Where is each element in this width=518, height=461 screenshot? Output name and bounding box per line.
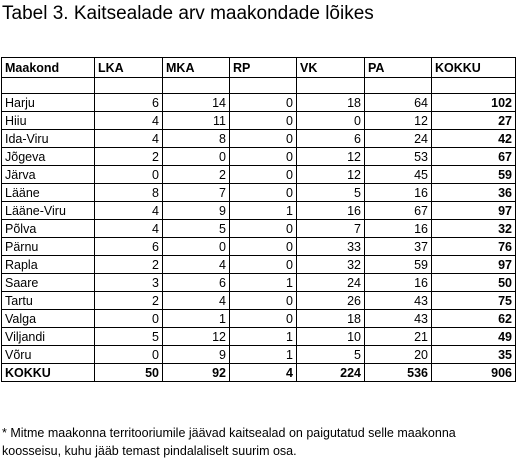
- cell-mka: 12: [163, 328, 230, 346]
- cell-total: 102: [432, 94, 516, 112]
- cell-rp: 1: [230, 346, 297, 364]
- table-title: Tabel 3. Kaitsealade arv maakondade lõikes: [2, 3, 374, 24]
- cell-rp: 0: [230, 184, 297, 202]
- cell-rp: 1: [230, 202, 297, 220]
- county-name-cell: Tartu: [2, 292, 95, 310]
- cell-mka: 2: [163, 166, 230, 184]
- cell-mka: 5: [163, 220, 230, 238]
- county-name-cell: Viljandi: [2, 328, 95, 346]
- cell-pa: 37: [365, 238, 432, 256]
- cell-mka: 1: [163, 310, 230, 328]
- table-row: [2, 310, 516, 328]
- cell-pa: 24: [365, 130, 432, 148]
- cell-total: 49: [432, 328, 516, 346]
- cell-lka: 2: [95, 256, 163, 274]
- county-name-cell: Järva: [2, 166, 95, 184]
- footnote: * Mitme maakonna territooriumile jäävad kaitsealad on paigutatud selle maakonna koosseisu, kuhu jääb temast pindalaliselt suurim osa.: [2, 426, 456, 458]
- cell-pa: 45: [365, 166, 432, 184]
- column-header-county: Maakond: [2, 58, 95, 78]
- table-row: [2, 274, 516, 292]
- cell-total: 59: [432, 166, 516, 184]
- cell-total: 35: [432, 346, 516, 364]
- cell-mka: 9: [163, 346, 230, 364]
- cell-mka: 8: [163, 130, 230, 148]
- table-row: [2, 346, 516, 364]
- column-header-pa: PA: [365, 58, 432, 78]
- cell-mka: 4: [163, 256, 230, 274]
- cell-rp: 0: [230, 130, 297, 148]
- protected-areas-table: [1, 57, 516, 382]
- county-name-cell: Harju: [2, 94, 95, 112]
- table-row: [2, 256, 516, 274]
- cell-rp: 0: [230, 94, 297, 112]
- table-row: [2, 94, 516, 112]
- cell-total: 62: [432, 310, 516, 328]
- cell-vk: 0: [297, 112, 365, 130]
- cell-total: 27: [432, 112, 516, 130]
- cell-vk: 6: [297, 130, 365, 148]
- cell-rp: 0: [230, 148, 297, 166]
- county-name-cell: Hiiu: [2, 112, 95, 130]
- cell-lka: 0: [95, 310, 163, 328]
- cell-total: 76: [432, 238, 516, 256]
- cell-mka: 9: [163, 202, 230, 220]
- cell-vk: 33: [297, 238, 365, 256]
- cell-lka: 0: [95, 346, 163, 364]
- cell-rp: 0: [230, 238, 297, 256]
- cell-mka: 14: [163, 94, 230, 112]
- total-pa: 536: [365, 364, 432, 382]
- cell-pa: 67: [365, 202, 432, 220]
- column-header-rp: RP: [230, 58, 297, 78]
- cell-mka: 0: [163, 148, 230, 166]
- table-row: [2, 328, 516, 346]
- cell-lka: 6: [95, 94, 163, 112]
- column-header-vk: VK: [297, 58, 365, 78]
- table-row: [2, 238, 516, 256]
- cell-total: 42: [432, 130, 516, 148]
- cell-vk: 5: [297, 346, 365, 364]
- county-name-cell: Jõgeva: [2, 148, 95, 166]
- cell-lka: 6: [95, 238, 163, 256]
- cell-mka: 7: [163, 184, 230, 202]
- county-name-cell: Valga: [2, 310, 95, 328]
- cell-pa: 53: [365, 148, 432, 166]
- table-row: [2, 166, 516, 184]
- table-row: [2, 184, 516, 202]
- column-header-mka: MKA: [163, 58, 230, 78]
- cell-rp: 0: [230, 256, 297, 274]
- cell-total: 32: [432, 220, 516, 238]
- cell-lka: 5: [95, 328, 163, 346]
- grand-total: 906: [432, 364, 516, 382]
- cell-lka: 0: [95, 166, 163, 184]
- county-name-cell: Võru: [2, 346, 95, 364]
- cell-mka: 0: [163, 238, 230, 256]
- cell-rp: 0: [230, 292, 297, 310]
- cell-pa: 43: [365, 310, 432, 328]
- cell-mka: 11: [163, 112, 230, 130]
- total-lka: 50: [95, 364, 163, 382]
- table-row: [2, 112, 516, 130]
- county-name-cell: Põlva: [2, 220, 95, 238]
- cell-pa: 21: [365, 328, 432, 346]
- cell-rp: 1: [230, 328, 297, 346]
- cell-lka: 8: [95, 184, 163, 202]
- cell-vk: 18: [297, 310, 365, 328]
- cell-pa: 43: [365, 292, 432, 310]
- cell-rp: 0: [230, 310, 297, 328]
- cell-pa: 20: [365, 346, 432, 364]
- totals-label: KOKKU: [2, 364, 95, 382]
- cell-vk: 24: [297, 274, 365, 292]
- total-mka: 92: [163, 364, 230, 382]
- cell-total: 75: [432, 292, 516, 310]
- cell-lka: 3: [95, 274, 163, 292]
- cell-lka: 2: [95, 148, 163, 166]
- totals-row: [2, 364, 516, 382]
- cell-vk: 10: [297, 328, 365, 346]
- cell-pa: 64: [365, 94, 432, 112]
- table-row: [2, 130, 516, 148]
- cell-pa: 16: [365, 220, 432, 238]
- cell-lka: 2: [95, 292, 163, 310]
- total-vk: 224: [297, 364, 365, 382]
- cell-vk: 18: [297, 94, 365, 112]
- county-name-cell: Lääne-Viru: [2, 202, 95, 220]
- county-name-cell: Saare: [2, 274, 95, 292]
- column-header-total: KOKKU: [432, 58, 516, 78]
- cell-total: 97: [432, 256, 516, 274]
- cell-total: 36: [432, 184, 516, 202]
- cell-lka: 4: [95, 220, 163, 238]
- cell-rp: 0: [230, 220, 297, 238]
- cell-lka: 4: [95, 112, 163, 130]
- cell-vk: 32: [297, 256, 365, 274]
- cell-vk: 7: [297, 220, 365, 238]
- table-row: [2, 292, 516, 310]
- table-row: [2, 220, 516, 238]
- cell-total: 50: [432, 274, 516, 292]
- table-row: [2, 148, 516, 166]
- cell-mka: 4: [163, 292, 230, 310]
- header-row: [2, 58, 516, 78]
- cell-vk: 26: [297, 292, 365, 310]
- cell-pa: 16: [365, 184, 432, 202]
- cell-total: 67: [432, 148, 516, 166]
- cell-pa: 16: [365, 274, 432, 292]
- cell-pa: 12: [365, 112, 432, 130]
- cell-lka: 4: [95, 130, 163, 148]
- cell-vk: 16: [297, 202, 365, 220]
- cell-mka: 6: [163, 274, 230, 292]
- cell-lka: 4: [95, 202, 163, 220]
- cell-total: 97: [432, 202, 516, 220]
- total-rp: 4: [230, 364, 297, 382]
- county-name-cell: Rapla: [2, 256, 95, 274]
- county-name-cell: Lääne: [2, 184, 95, 202]
- cell-vk: 12: [297, 166, 365, 184]
- cell-vk: 5: [297, 184, 365, 202]
- table-row: [2, 202, 516, 220]
- county-name-cell: Ida-Viru: [2, 130, 95, 148]
- cell-pa: 59: [365, 256, 432, 274]
- cell-rp: 1: [230, 274, 297, 292]
- column-header-lka: LKA: [95, 58, 163, 78]
- cell-rp: 0: [230, 166, 297, 184]
- spacer-row: [2, 78, 516, 94]
- cell-vk: 12: [297, 148, 365, 166]
- cell-rp: 0: [230, 112, 297, 130]
- county-name-cell: Pärnu: [2, 238, 95, 256]
